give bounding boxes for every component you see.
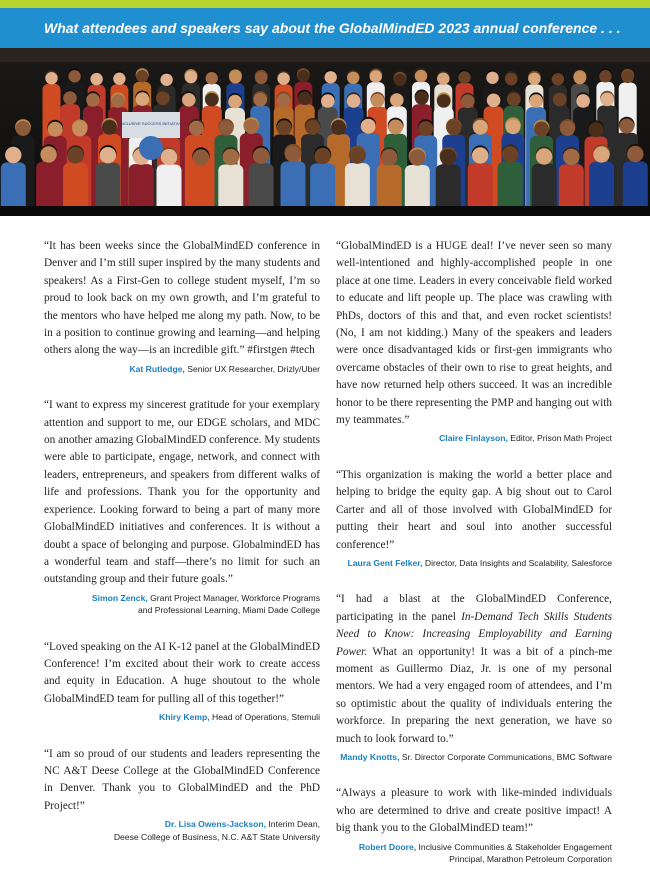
- testimonial-text: “It has been weeks since the GlobalMindED conference in Denver and I’m still super inspired by the many students and speakers! As a First-Gen to college student myself, I’m so proud to look back on my own growth, and I’m grateful to the mentors who have helped me along my path. Now, to be in a position to continue growing and learning—and helping others along the way—is an incredible gift.” #firstgen #tech: [44, 240, 320, 357]
- attendee-head: [298, 92, 312, 106]
- attendee-head: [347, 72, 359, 84]
- attendee-head: [48, 122, 63, 137]
- attendee-head: [576, 94, 590, 108]
- attendee-head: [160, 74, 172, 86]
- attendee-head: [102, 120, 117, 135]
- attendee-head: [505, 73, 517, 85]
- attendee-head: [553, 93, 567, 107]
- attendee-head: [277, 93, 291, 107]
- attendee-head: [67, 147, 83, 163]
- attendee-head: [136, 92, 150, 106]
- attendee-head: [321, 94, 335, 108]
- testimonial-card: [336, 238, 612, 445]
- attendee-head: [506, 119, 521, 134]
- attendee-head: [622, 71, 634, 83]
- attendee-head: [45, 72, 57, 84]
- attendee-head: [16, 121, 31, 136]
- attendee-head: [5, 147, 21, 163]
- testimonial-text: [336, 591, 612, 748]
- quotes-right-column: [336, 238, 612, 887]
- speaker-role: Inclusive Communities & Stakeholder Engagement: [416, 841, 612, 852]
- testimonial-attribution: [336, 751, 612, 763]
- attendee-head: [552, 73, 564, 85]
- attendee-head: [487, 94, 501, 108]
- attendee-head: [349, 148, 365, 164]
- attendee-head: [528, 73, 540, 85]
- attendee-head: [507, 93, 521, 107]
- attendee-head: [314, 148, 330, 164]
- attendees-crowd: [1, 68, 648, 216]
- attendee-head: [415, 70, 427, 82]
- speaker-name: Kat Rutledge,: [129, 363, 185, 374]
- attendee-head: [347, 94, 361, 108]
- testimonial-attribution: [44, 363, 320, 375]
- testimonial-card: [336, 467, 612, 569]
- attendee-head: [68, 70, 80, 82]
- attendee-head: [458, 71, 470, 83]
- attendee-head: [437, 94, 451, 108]
- attendee-head: [156, 92, 170, 106]
- top-accent-stripe: [0, 0, 650, 8]
- speaker-name: Dr. Lisa Owens-Jackson,: [164, 819, 267, 830]
- attendee-head: [361, 119, 376, 134]
- attendee-head: [390, 93, 404, 107]
- attendee-head: [228, 95, 242, 109]
- page-title: What attendees and speakers say about the GlobalMindED 2023 annual conference . . .: [44, 20, 621, 36]
- attendee-head: [136, 70, 148, 82]
- attendee-head: [189, 121, 204, 136]
- attendee-head: [574, 72, 586, 84]
- attendee-head: [446, 120, 461, 135]
- attendee-head: [394, 74, 406, 86]
- attendee-head: [193, 149, 209, 165]
- attendee-head: [560, 121, 575, 136]
- testimonial-attribution: [44, 592, 320, 617]
- attendee-head: [563, 149, 579, 165]
- attendee-head: [502, 146, 518, 162]
- attendee-head: [72, 121, 87, 136]
- attendee-head: [418, 121, 433, 136]
- attendee-head: [325, 71, 337, 83]
- conference-sign-text: INCLUSIVE SUCCESS INITIATIVE: [119, 121, 183, 126]
- panel-title: In-Demand Tech Skills Students Need to Know: Increasing Employability and Earning Power.: [336, 610, 612, 658]
- attendee-head: [206, 72, 218, 84]
- attendee-head: [619, 119, 634, 134]
- attendee-head: [219, 121, 234, 136]
- attendee-head: [415, 91, 429, 105]
- testimonial-text-part: What an opportunity! It was a bit of a pinch-me moment as Guillermo Diaz, Jr. is one of my personal mentors. We had a very engaged room of attendees, and I’m so optimistic about the quality of individuals entering the workforce. In preparing the next generation, we have so much to look forward to.”: [336, 645, 612, 745]
- testimonial-attribution: [44, 711, 320, 723]
- testimonial-text: “Always a pleasure to work with like-minded individuals who are determined to drive and create positive impact! A big thank you to the GlobalMindED team!”: [336, 787, 612, 835]
- speaker-name: Laura Gent Felker,: [347, 557, 423, 568]
- attendee-head: [593, 146, 609, 162]
- attendee-head: [440, 149, 456, 165]
- attendee-head: [111, 94, 125, 108]
- testimonial-card: [336, 785, 612, 865]
- attendee-head: [285, 146, 301, 162]
- speaker-role: Editor, Prison Math Project: [507, 433, 612, 444]
- attendee-head: [277, 72, 289, 84]
- group-photo-illustration: [0, 48, 650, 216]
- attendee-head: [461, 95, 475, 109]
- testimonial-attribution: [336, 557, 612, 569]
- speaker-organization: Deese College of Business, N.C. A&T State University: [113, 831, 320, 842]
- attendee-head: [472, 147, 488, 163]
- quotes-left-column: [44, 238, 320, 865]
- attendee-head: [185, 71, 197, 83]
- testimonial-card: [336, 591, 612, 763]
- attendee-head: [388, 120, 403, 135]
- attendee-head: [90, 73, 102, 85]
- attendee-head: [205, 93, 219, 107]
- testimonial-text: “I want to express my sincerest gratitude for your exemplary attention and support to me, our EDGE scholars, and MDC on another amazing GlobalMindED conference. My students were able to participate, engage, network, and connect with leaders, entrepreneurs, and speakers from different walks of life and professions. Thank you for the opportunity and experience. Looking forward to being a part of many more GlobalMindED initiatives and conferences. It is without a doubt a space of belonging and purpose. GlobalmindED has a wonderful team and staff—there’s no limit for such an outstanding group and their future goals.”: [44, 399, 320, 586]
- attendee-head: [40, 146, 56, 162]
- testimonial-text: “This organization is making the world a better place and helping to bridge the equity gap. A big shout out to Carol Carter and all of those involved with GlobalMindED for putting their heart and soul into another successful conference!”: [336, 468, 612, 551]
- attendee-head: [63, 91, 77, 105]
- testimonial-text: “I am so proud of our students and leaders representing the NC A&T Deese College at the GlobalMindED Conference in Denver. Thank you to GlobalMindED and the PhD Project!”: [44, 747, 320, 812]
- testimonial-text: “Loved speaking on the AI K-12 panel at the GlobalMindED Conference! I’m excited about their work to create access and equity in Education. A huge shoutout to the whole GlobalMindED team for pulling all of this together!”: [44, 640, 320, 705]
- attendee-head: [331, 120, 346, 135]
- attendee-head: [229, 71, 241, 83]
- testimonial-card: [44, 639, 320, 724]
- attendee-head: [370, 70, 382, 82]
- attendee-head: [589, 122, 604, 137]
- attendee-head: [253, 93, 267, 107]
- header-banner: [0, 8, 650, 48]
- speaker-role: Senior UX Researcher, Drizly/Uber: [184, 363, 320, 374]
- attendee-head: [253, 148, 269, 164]
- speaker-role: Interim Dean,: [266, 819, 320, 830]
- attendee-head: [486, 72, 498, 84]
- attendee-head: [113, 73, 125, 85]
- speaker-name: Simon Zenck,: [91, 592, 148, 603]
- attendee-head: [182, 93, 196, 107]
- attendee-head: [599, 70, 611, 82]
- conference-emblem: [139, 136, 163, 160]
- attendee-head: [529, 94, 543, 108]
- attendee-head: [536, 148, 552, 164]
- speaker-role: Head of Operations, Stemuli: [209, 712, 320, 723]
- speaker-organization: and Professional Learning, Miami Dade College: [137, 605, 320, 616]
- group-photo: [0, 48, 650, 216]
- testimonial-attribution: [44, 818, 320, 843]
- attendee-head: [244, 119, 259, 134]
- speaker-name: Mandy Knotts,: [340, 751, 400, 762]
- testimonial-text-part: “I had a blast at the GlobalMindED Conference, participating in the panel: [336, 593, 612, 623]
- speaker-name: Khiry Kemp,: [159, 712, 210, 723]
- testimonial-attribution: [336, 432, 612, 444]
- attendee-head: [223, 149, 239, 165]
- attendee-head: [534, 122, 549, 137]
- attendee-head: [437, 73, 449, 85]
- attendee-head: [305, 120, 320, 135]
- speaker-name: Robert Doore,: [358, 841, 417, 852]
- attendee-head: [409, 149, 425, 165]
- attendee-head: [371, 94, 385, 108]
- attendee-head: [297, 70, 309, 82]
- attendee-head: [86, 93, 100, 107]
- testimonial-text: “GlobalMindED is a HUGE deal! I’ve never seen so many well-intentioned and highly-accomplished people in one place at one time. Leaders in every conceivable field worked to educate and lift people up. The place was crawling with PhDs, doctors of this and that, and even rocket scientists! (No, I am not kidding.) Many of the speakers and leaders were once disadvantaged kids or first-gen immigrants who overcame obstacles of their own to rise to great heights, and have now returned help others succeed. It was an incredible honor to be there representing the PMP and hanging out with my teammates.”: [336, 240, 612, 427]
- attendee-head: [381, 149, 397, 165]
- attendee-head: [277, 120, 292, 135]
- testimonial-card: [44, 397, 320, 616]
- testimonial-attribution: [336, 841, 612, 866]
- attendee-head: [473, 120, 488, 135]
- speaker-role: Sr. Director Corporate Communications, BMC Software: [399, 751, 612, 762]
- speaker-role: Grant Project Manager, Workforce Programs: [147, 592, 320, 603]
- testimonial-card: [44, 746, 320, 843]
- speaker-organization: Principal, Marathon Petroleum Corporation: [449, 854, 612, 864]
- attendee-head: [100, 147, 116, 163]
- speaker-name: Claire Finlayson,: [439, 433, 508, 444]
- attendee-head: [255, 72, 267, 84]
- attendee-head: [161, 149, 177, 165]
- testimonial-card: [44, 238, 320, 375]
- attendee-head: [600, 93, 614, 107]
- speaker-role: Director, Data Insights and Scalability, Salesforce: [422, 557, 612, 568]
- attendee-head: [627, 146, 643, 162]
